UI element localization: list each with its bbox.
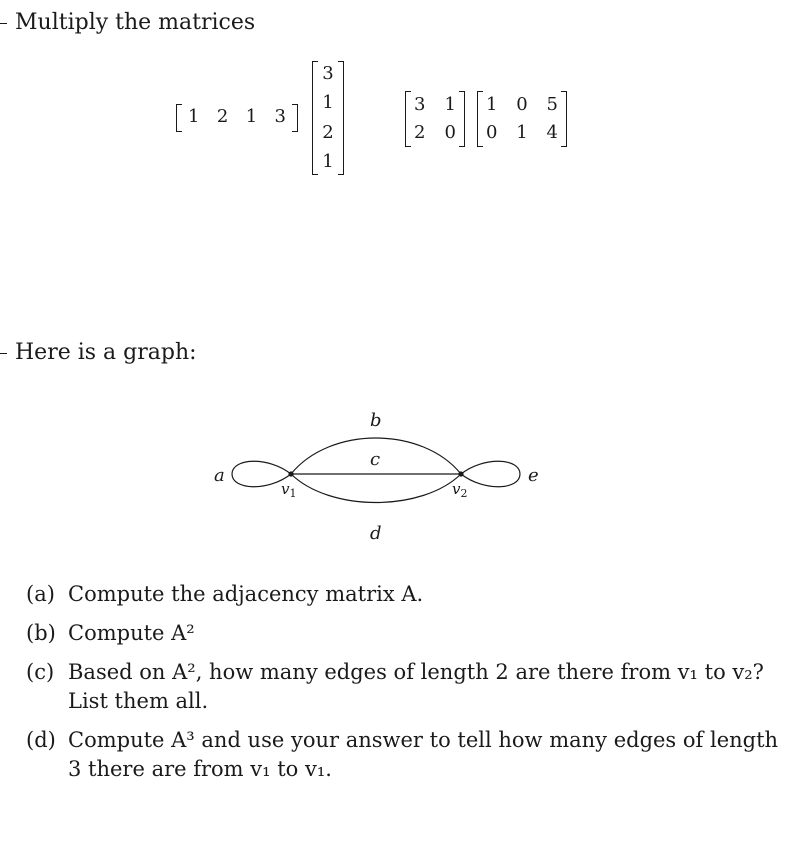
left-bracket (477, 91, 483, 147)
problem-2-heading-text: Here is a graph: (15, 340, 197, 365)
multigraph-diagram (0, 390, 792, 560)
part-d (26, 726, 786, 784)
matrix-entry: 3 (414, 94, 426, 115)
column-vector (312, 61, 344, 175)
row-vector (176, 104, 298, 132)
part-marker: (b) (26, 621, 56, 645)
part-text: Compute the adjacency matrix A. (68, 582, 424, 606)
right-bracket (561, 91, 567, 147)
vertex-v1 (288, 471, 293, 476)
edge-label-d: d (370, 523, 382, 544)
column-vector-entries (312, 63, 344, 173)
edge-label-a: a (214, 465, 225, 486)
matrix-entry: 3 (322, 63, 334, 84)
matrix-entry: 0 (444, 122, 456, 143)
matrix-entry: 1 (322, 92, 334, 114)
edge-d-arc (291, 474, 461, 503)
matrix-row (414, 122, 456, 144)
edge-label-e: e (528, 465, 539, 486)
left-bracket (405, 91, 411, 147)
problem-1-heading (0, 10, 255, 35)
matrix-entry: 2 (216, 106, 229, 127)
matrix-entry: 0 (516, 94, 528, 115)
right-bracket (459, 91, 465, 147)
part-text: Compute A² (68, 621, 195, 645)
matrix-row (414, 94, 456, 116)
right-bracket (292, 104, 298, 132)
matrix-entry: 4 (546, 122, 558, 143)
matrix-entry: 1 (322, 150, 334, 172)
problem-number-fragment (0, 23, 7, 24)
matrix-row (486, 94, 558, 116)
matrix-2x3-rows (486, 94, 558, 144)
edge-label-c: c (370, 449, 381, 470)
part-marker: (d) (26, 728, 56, 752)
part-b (26, 619, 786, 648)
matrix-entry: 3 (274, 106, 286, 127)
problem-2-heading (0, 340, 197, 365)
matrix-entry: 1 (516, 122, 528, 143)
problem-1-heading-text: Multiply the matrices (15, 10, 256, 35)
left-bracket (176, 104, 182, 132)
matrix-2x2-rows (414, 94, 456, 144)
matrix-entry: 1 (245, 106, 258, 127)
part-text-block (68, 726, 778, 784)
vertex-label-v2 (452, 480, 467, 500)
matrix-entry: 1 (188, 106, 200, 127)
problem-number-fragment (0, 353, 7, 354)
vertex-label-v1 (281, 480, 296, 500)
part-c (26, 658, 786, 716)
vertex-label-v2-subscript: 2 (460, 487, 468, 500)
matrix-2x3 (477, 91, 567, 147)
matrix-entry: 1 (486, 94, 498, 115)
part-a (26, 580, 786, 609)
part-text-line: 3 there are from v₁ to v₁. (68, 757, 332, 781)
part-text-line: List them all. (68, 689, 209, 713)
part-text-line: Based on A², how many edges of length 2 are there from v₁ to v₂? (68, 660, 764, 684)
vertex-label-v1-subscript: 1 (289, 487, 297, 500)
matrix-entry: 2 (414, 122, 426, 143)
matrix-entry: 2 (322, 121, 334, 143)
edge-label-b: b (370, 410, 382, 431)
part-text-block (68, 658, 764, 716)
vertex-v2 (458, 471, 463, 476)
matrix-2x2 (405, 91, 465, 147)
part-marker: (c) (26, 660, 55, 684)
vertex-label-v1-letter: v (281, 480, 290, 498)
part-text-line: Compute A³ and use your answer to tell how many edges of length (68, 728, 779, 752)
question-parts-list (26, 580, 786, 784)
edge-e-loop (461, 461, 520, 487)
row-vector-entries (188, 106, 286, 128)
part-marker: (a) (26, 582, 55, 606)
matrix-row (486, 122, 558, 144)
vertex-label-v2-letter: v (452, 480, 461, 498)
matrix-entry: 5 (546, 94, 558, 115)
matrix-entry: 1 (444, 94, 456, 115)
matrix-entry: 0 (486, 122, 498, 143)
